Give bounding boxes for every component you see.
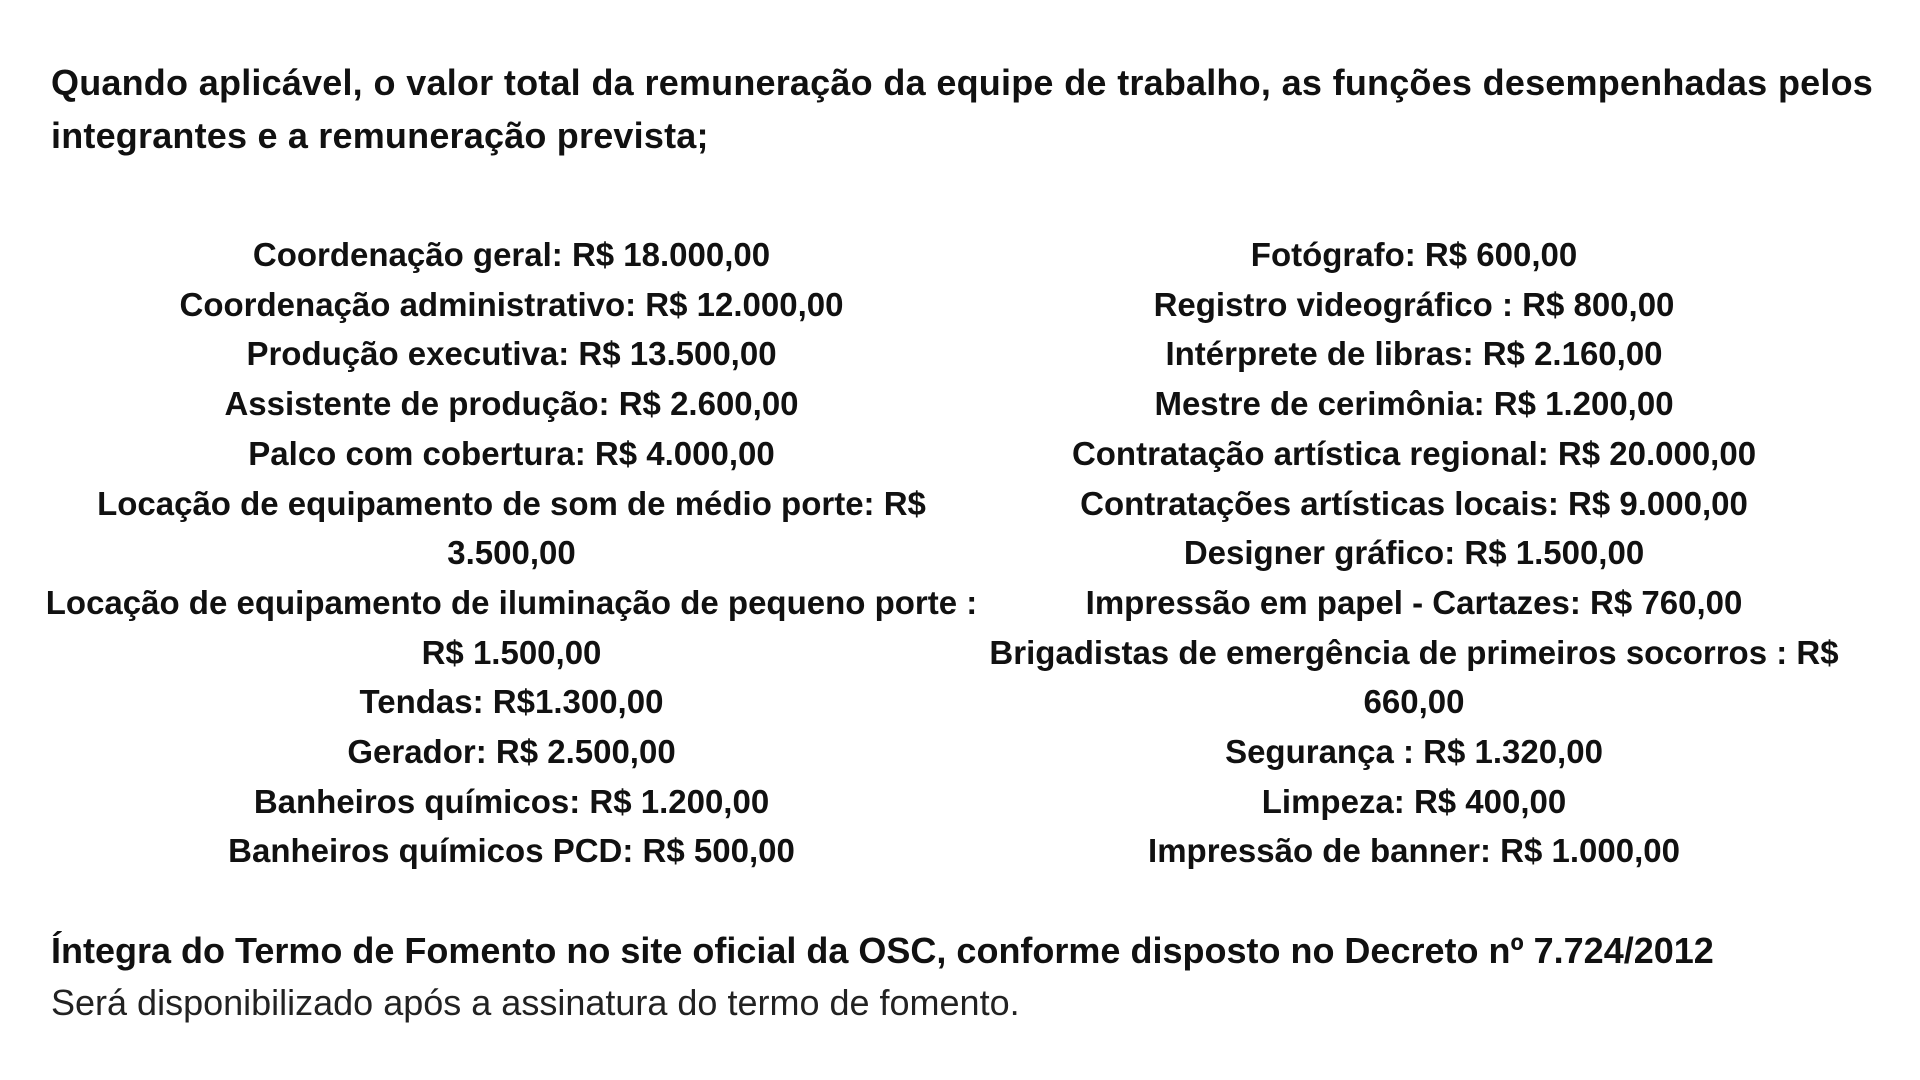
intro-paragraph: Quando aplicável, o valor total da remuneração da equipe de trabalho, as funções desempenhadas pelos integrantes e a remuneração prevista;: [51, 62, 1873, 156]
budget-item: Impressão em papel - Cartazes: R$ 760,00: [1085, 583, 1743, 621]
budget-item: Produção executiva: R$ 13.500,00: [246, 335, 777, 373]
budget-item: Locação de equipamento de som de médio porte: R$ 3.500,00: [97, 484, 926, 572]
budget-item: Mestre de cerimônia: R$ 1.200,00: [1154, 385, 1674, 423]
budget-item: Palco com cobertura: R$ 4.000,00: [248, 434, 775, 472]
budget-item: Designer gráfico: R$ 1.500,00: [1183, 534, 1645, 572]
budget-item: Assistente de produção: R$ 2.600,00: [224, 385, 799, 423]
budget-item: Banheiros químicos PCD: R$ 500,00: [228, 832, 795, 870]
budget-list-left: [44, 230, 979, 876]
budget-item: Fotógrafo: R$ 600,00: [1250, 236, 1578, 273]
budget-list-right: [979, 230, 1849, 876]
budget-item: Contratações artísticas locais: R$ 9.000,00: [1080, 484, 1748, 522]
budget-item: Brigadistas de emergência de primeiros socorros : R$ 660,00: [989, 633, 1839, 721]
budget-item: Coordenação geral: R$ 18.000,00: [252, 236, 771, 273]
footer-note: Será disponibilizado após a assinatura do termo de fomento.: [51, 982, 1020, 1023]
budget-item: Limpeza: R$ 400,00: [1261, 782, 1567, 820]
budget-item: Contratação artística regional: R$ 20.000,00: [1071, 434, 1757, 472]
budget-item: Impressão de banner: R$ 1.000,00: [1148, 832, 1680, 870]
budget-columns: [45, 230, 1873, 876]
budget-item: Coordenação administrativo: R$ 12.000,00: [179, 285, 844, 323]
budget-item: Segurança : R$ 1.320,00: [1225, 733, 1603, 771]
budget-item: Intérprete de libras: R$ 2.160,00: [1165, 335, 1663, 373]
budget-item: Locação de equipamento de iluminação de pequeno porte : R$ 1.500,00: [45, 583, 978, 671]
budget-item: Banheiros químicos: R$ 1.200,00: [253, 782, 770, 820]
budget-item: Gerador: R$ 2.500,00: [347, 733, 676, 771]
budget-item: Registro videográfico : R$ 800,00: [1153, 285, 1675, 323]
footer-heading: Íntegra do Termo de Fomento no site oficial da OSC, conforme disposto no Decreto nº 7.724/2012: [51, 930, 1714, 971]
budget-item: Tendas: R$1.300,00: [359, 683, 664, 721]
